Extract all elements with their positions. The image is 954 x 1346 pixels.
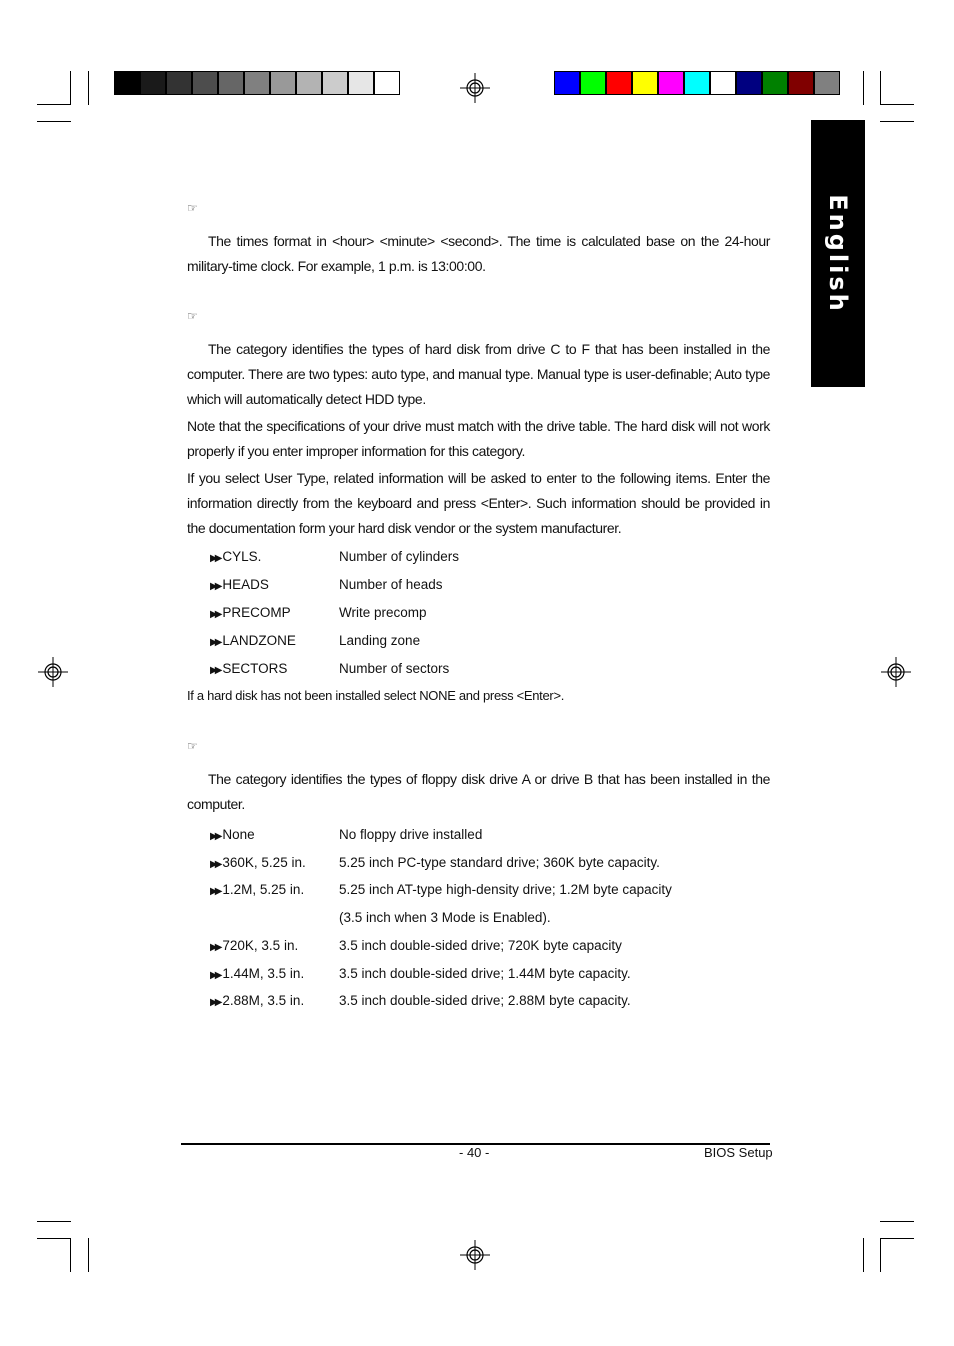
floppy-option-description: (3.5 inch when 3 Mode is Enabled). (339, 910, 551, 926)
calibration-swatch (296, 71, 322, 95)
calibration-swatch (710, 71, 736, 95)
calibration-swatch (788, 71, 814, 95)
page-number: - 40 - (459, 1145, 490, 1160)
hdd-user-type-paragraph: If you select User Type, related information will be asked to enter to the following items. Enter the information directly from the keyboard and press <Enter>. Such information should be provided in the documentation form your hard disk vendor or the system manufacturer. (187, 470, 770, 536)
hdd-parameter-term-label: PRECOMP (222, 605, 291, 620)
footer-section-title: BIOS Setup (704, 1145, 773, 1160)
calibration-swatch (606, 71, 632, 95)
floppy-option-description: 3.5 inch double-sided drive; 720K byte capacity (339, 937, 622, 953)
hdd-spec-note-paragraph: Note that the specifications of your drive must match with the drive table. The hard disk will not work properly if you enter improper information for this category. (187, 418, 770, 459)
hdd-parameter-term (210, 577, 269, 592)
double-arrow-icon: ▶▶ (210, 886, 220, 898)
calibration-swatch (140, 71, 166, 95)
floppy-option-term-label: None (222, 827, 255, 842)
floppy-option-term (210, 993, 304, 1008)
calibration-swatch (814, 71, 840, 95)
hdd-parameter-description: Landing zone (339, 633, 421, 648)
hdd-parameter-term-label: CYLS. (222, 549, 262, 564)
hdd-parameter-term-label: SECTORS (222, 661, 288, 676)
calibration-swatch (114, 71, 140, 95)
double-arrow-icon: ▶▶ (210, 665, 220, 676)
pointing-hand-icon: ☞ (187, 201, 198, 215)
calibration-swatch (270, 71, 296, 95)
double-arrow-icon: ▶▶ (210, 637, 220, 648)
calibration-swatch (658, 71, 684, 95)
double-arrow-icon: ▶▶ (210, 609, 220, 620)
hdd-parameter-description: Number of cylinders (339, 549, 460, 564)
calibration-swatch (244, 71, 270, 95)
floppy-option-term (210, 855, 306, 870)
calibration-swatch (218, 71, 244, 95)
floppy-option-term-label: 360K, 5.25 in. (222, 854, 306, 870)
calibration-swatch (580, 71, 606, 95)
double-arrow-icon: ▶▶ (210, 969, 220, 981)
double-arrow-icon: ▶▶ (210, 581, 220, 592)
hdd-parameter-term (210, 549, 261, 564)
calibration-swatch (554, 71, 580, 95)
hdd-parameter-term-label: HEADS (222, 577, 269, 592)
calibration-swatch (348, 71, 374, 95)
calibration-swatch (192, 71, 218, 95)
calibration-swatch (736, 71, 762, 95)
floppy-option-term (210, 882, 304, 897)
floppy-option-description: 3.5 inch double-sided drive; 2.88M byte capacity. (339, 993, 631, 1009)
hdd-none-note: If a hard disk has not been installed select NONE and press <Enter>. (187, 688, 565, 703)
double-arrow-icon: ▶▶ (210, 941, 220, 953)
calibration-swatch (322, 71, 348, 95)
floppy-option-term-label: 2.88M, 3.5 in. (222, 993, 305, 1009)
hdd-parameter-term-label: LANDZONE (222, 633, 296, 648)
hdd-type-paragraph: The category identifies the types of hard disk from drive C to F that has been installed in the computer. There are two types: auto type, and manual type. Manual type is user-definable; Auto type which will automatically detect HDD type. (187, 341, 770, 407)
floppy-option-term-label: 1.44M, 3.5 in. (222, 965, 305, 981)
hdd-parameter-term (210, 605, 291, 620)
floppy-type-paragraph: The category identifies the types of floppy disk drive A or drive B that has been installed in the computer. (187, 771, 770, 812)
floppy-option-term (210, 938, 298, 953)
floppy-option-term (210, 827, 255, 842)
double-arrow-icon: ▶▶ (210, 831, 220, 842)
language-side-tab (811, 120, 865, 387)
floppy-option-term (210, 966, 304, 981)
crosshair-target-icon (881, 657, 911, 687)
hdd-parameter-description: Number of sectors (339, 661, 450, 676)
calibration-swatch (632, 71, 658, 95)
crosshair-target-icon (460, 1240, 490, 1270)
calibration-swatch (374, 71, 400, 95)
floppy-option-description: No floppy drive installed (339, 827, 483, 842)
crosshair-target-icon (38, 657, 68, 687)
time-format-paragraph: The times format in <hour> <minute> <second>. The time is calculated base on the 24-hour military-time clock. For example, 1 p.m. is 13:00:00. (187, 233, 770, 274)
floppy-option-term-label: 1.2M, 5.25 in. (222, 882, 305, 898)
floppy-option-description: 3.5 inch double-sided drive; 1.44M byte capacity. (339, 965, 631, 981)
crosshair-target-icon (460, 73, 490, 103)
double-arrow-icon: ▶▶ (210, 997, 220, 1009)
hdd-parameter-term (210, 661, 287, 676)
floppy-option-term-label: 720K, 3.5 in. (222, 937, 299, 953)
double-arrow-icon: ▶▶ (210, 858, 220, 870)
double-arrow-icon: ▶▶ (210, 553, 220, 564)
language-label: English (824, 193, 852, 314)
calibration-swatch (762, 71, 788, 95)
hdd-parameter-description: Number of heads (339, 577, 443, 592)
hdd-parameter-description: Write precomp (339, 605, 427, 620)
floppy-option-description: 5.25 inch AT-type high-density drive; 1.2M byte capacity (339, 882, 672, 898)
calibration-swatch (166, 71, 192, 95)
floppy-option-description: 5.25 inch PC-type standard drive; 360K byte capacity. (339, 854, 660, 870)
calibration-swatch (684, 71, 710, 95)
hdd-parameter-term (210, 633, 296, 648)
pointing-hand-icon: ☞ (187, 309, 198, 323)
pointing-hand-icon: ☞ (187, 739, 198, 753)
